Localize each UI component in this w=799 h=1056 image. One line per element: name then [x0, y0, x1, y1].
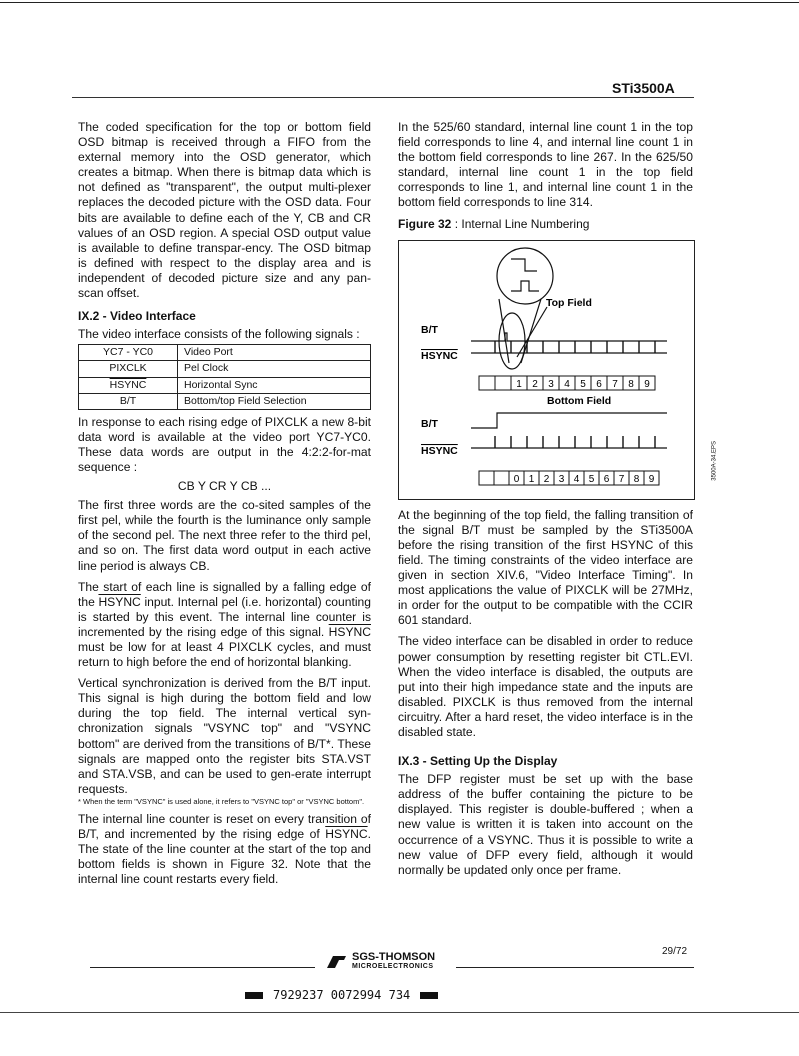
- bottom-field-label: Bottom Field: [547, 394, 612, 407]
- header-rule: [72, 97, 694, 98]
- line-count-cell: [479, 376, 495, 390]
- line-count-number: 9: [648, 473, 655, 485]
- vsync-paragraph: Vertical synchronization is derived from the B/T input. This signal is high during the bottom field and low during the top field. The internal vertical syn-chronization signals "VSYNC top" and "VSYNC bottom" are derived from the transitions of B/T*. These signals are mapped onto the register bits STA.VST and STA.VSB, and can be used to gen-erate interrupt requests.: [78, 676, 371, 796]
- barcode-block-left: [245, 992, 263, 999]
- line-count-number: 4: [564, 378, 570, 390]
- barcode-line: [245, 988, 438, 1002]
- table-row: [79, 393, 371, 409]
- sampling-paragraph: At the beginning of the top field, the falling transition of the signal B/T must be sampled by the STi3500A before the rising transition of the first HSYNC of this field. The timing constraints of the video interface are given in section XIV.6, "Video Interface Timing". In most applications the value of PIXCLK will be 27MHz, in order for the output to be compatible with the CCIR 601 standard.: [398, 507, 693, 628]
- hsync-signal: HSYNC: [98, 594, 141, 609]
- line-count-number: 8: [633, 473, 640, 485]
- hsync-signal: HSYNC: [328, 624, 371, 639]
- disable-paragraph: The video interface can be disabled in order to reduce power consumption by resetting register bit CTL.EVI. When the video interface is disabled, the outputs are put into their high impedance state and the inputs are disabled. PIXCLK is thus removed from the internal circuitry. After a hard reset, the video interface is in the disabled state.: [398, 634, 693, 739]
- hsync-paragraph: The start of each line is signalled by a falling edge of the HSYNC input. Internal pel (i.e. horizontal) counting is started by this event. The internal line counter is incremented by the rising edge of this signal. HSYNC must be low for at least 4 PIXCLK cycles, and must return to high before the end of horizontal blanking.: [78, 579, 371, 670]
- line-count-number: 4: [573, 473, 580, 485]
- line-count-number: 1: [516, 378, 522, 390]
- figure-code: 3500A-34.EPS: [712, 440, 718, 481]
- line-count-number: 6: [596, 378, 602, 390]
- bt-bottom-trace: [471, 413, 667, 428]
- line-count-cell: [479, 471, 494, 485]
- line-counter-paragraph: The internal line counter is reset on every transition of B/T, and incremented by the rising edge of HSYNC. The state of the line counter at the start of the top and bottom fields is shown in Figure 32. Note that the internal line count restarts every field.: [78, 811, 371, 887]
- top-rule: [0, 2, 799, 3]
- line-count-number: 9: [644, 378, 650, 390]
- st-logo-icon: [325, 954, 347, 970]
- figure-caption: Figure 32 : Internal Line Numbering: [398, 216, 590, 231]
- hsync-top-pulses: [495, 341, 655, 353]
- table-row: [79, 345, 371, 361]
- barcode-block-right: [420, 992, 438, 999]
- bt-label-bottom: B/T: [421, 417, 438, 430]
- timing-diagram: [399, 241, 694, 499]
- hsync-bottom-pulses: [495, 436, 655, 448]
- line-count-number: 5: [588, 473, 595, 485]
- table-row: [79, 377, 371, 393]
- barcode-digits: 7929237 0072994 734: [273, 988, 411, 1002]
- footer-rule-right: [456, 967, 694, 968]
- line-count-number: 3: [548, 378, 554, 390]
- document-title: STi3500A: [612, 80, 675, 96]
- line-count-cell: [494, 471, 509, 485]
- line-count-number: 2: [532, 378, 538, 390]
- line-count-number: 3: [558, 473, 565, 485]
- company-logo: [325, 952, 435, 972]
- section-heading-display: IX.3 - Setting Up the Display: [398, 754, 558, 769]
- pixclk-paragraph: In response to each rising edge of PIXCLK a new 8-bit data word is available at the video port YC7-YC0. These data words are output in the 4:2:2-for-mat sequence :: [78, 414, 371, 474]
- hsync-label-top: HSYNC: [421, 349, 458, 362]
- section-heading-video: IX.2 - Video Interface: [78, 309, 196, 324]
- line-count-number: 6: [603, 473, 610, 485]
- signal-name: HSYNC: [79, 377, 178, 393]
- line-count-number: 2: [543, 473, 550, 485]
- signal-name: B/T: [79, 393, 178, 409]
- signals-table: [78, 344, 371, 409]
- dfp-paragraph: The DFP register must be set up with the base address of the buffer containing the picture to be displayed. This register is double-buffered ; when a new value is written it is taken into account on the occurrence of a VSYNC. Thus it is possible to write a new value of DFP every field, although it would normally be updated only once per frame.: [398, 772, 693, 877]
- format-sequence: CB Y CR Y CB ...: [177, 479, 272, 494]
- line-count-number: 7: [612, 378, 618, 390]
- signal-desc: Pel Clock: [178, 361, 371, 377]
- bt-label-top: B/T: [421, 323, 438, 336]
- zoom-circle: [497, 248, 553, 304]
- footnote: * When the term "VSYNC" is used alone, it refers to "VSYNC top" or "VSYNC bottom".: [78, 796, 365, 806]
- table-row: [79, 361, 371, 377]
- signal-desc: Video Port: [178, 345, 371, 361]
- hsync-label-bottom: HSYNC: [421, 444, 458, 457]
- hsync-signal: HSYNC: [325, 827, 368, 842]
- top-field-label: Top Field: [546, 296, 592, 309]
- line-count-top: [479, 376, 655, 390]
- zoom-falling-edge: [511, 259, 537, 271]
- figure-32: [398, 240, 718, 500]
- bt-top-trace: [471, 333, 667, 341]
- line-count-number: 8: [628, 378, 634, 390]
- signals-intro: The video interface consists of the following signals :: [78, 327, 360, 342]
- signal-desc: Bottom/top Field Selection: [178, 393, 371, 409]
- osd-paragraph: The coded specification for the top or bottom field OSD bitmap is received through a FIFO from the external memory into the OSD generator, which creates a bitmap. When there is bitmap data which is not defined as "transparent", the output multi-plexer replaces the decoded picture with the OSD data. Four bits are available to define each of the Y, CB and CR values of an OSD region. A special OSD output value is available to define transpar-ency. The OSD bitmap is defined with respect to the display area and is independent of decoded picture size and any pan-scan offset.: [78, 120, 371, 301]
- standards-paragraph: In the 525/60 standard, internal line count 1 in the top field corresponds to line 4, and internal line count 1 in the bottom field corresponds to line 267. In the 625/50 standard, internal line count 1 in the top field corresponds to line 1, and internal line count 1 in the bottom field corresponds to line 314.: [398, 120, 693, 210]
- line-count-number: 7: [618, 473, 625, 485]
- footer-rule-left: [90, 967, 315, 968]
- signal-desc: Horizontal Sync: [178, 377, 371, 393]
- left-column: [78, 120, 371, 893]
- logo-sub-text: MICROELECTRONICS: [352, 963, 434, 970]
- line-count-cell: [495, 376, 511, 390]
- bottom-rule: [0, 1012, 799, 1013]
- right-column: [398, 120, 718, 884]
- cosited-paragraph: The first three words are the co-sited samples of the first pel, while the fourth is the luminance only sample of the second pel. The next three refer to the third pel, and so on. The first data word output in each active line period is always CB.: [78, 498, 371, 573]
- line-count-number: 0: [513, 473, 520, 485]
- line-count-number: 1: [528, 473, 535, 485]
- page-number: 29/72: [662, 946, 688, 957]
- logo-main-text: SGS-THOMSON: [352, 951, 436, 963]
- line-count-number: 5: [580, 378, 586, 390]
- signal-name: YC7 - YC0: [79, 345, 178, 361]
- line-count-bottom: [479, 471, 659, 485]
- signal-name: PIXCLK: [79, 361, 178, 377]
- zoom-hsync-pulse: [511, 281, 539, 291]
